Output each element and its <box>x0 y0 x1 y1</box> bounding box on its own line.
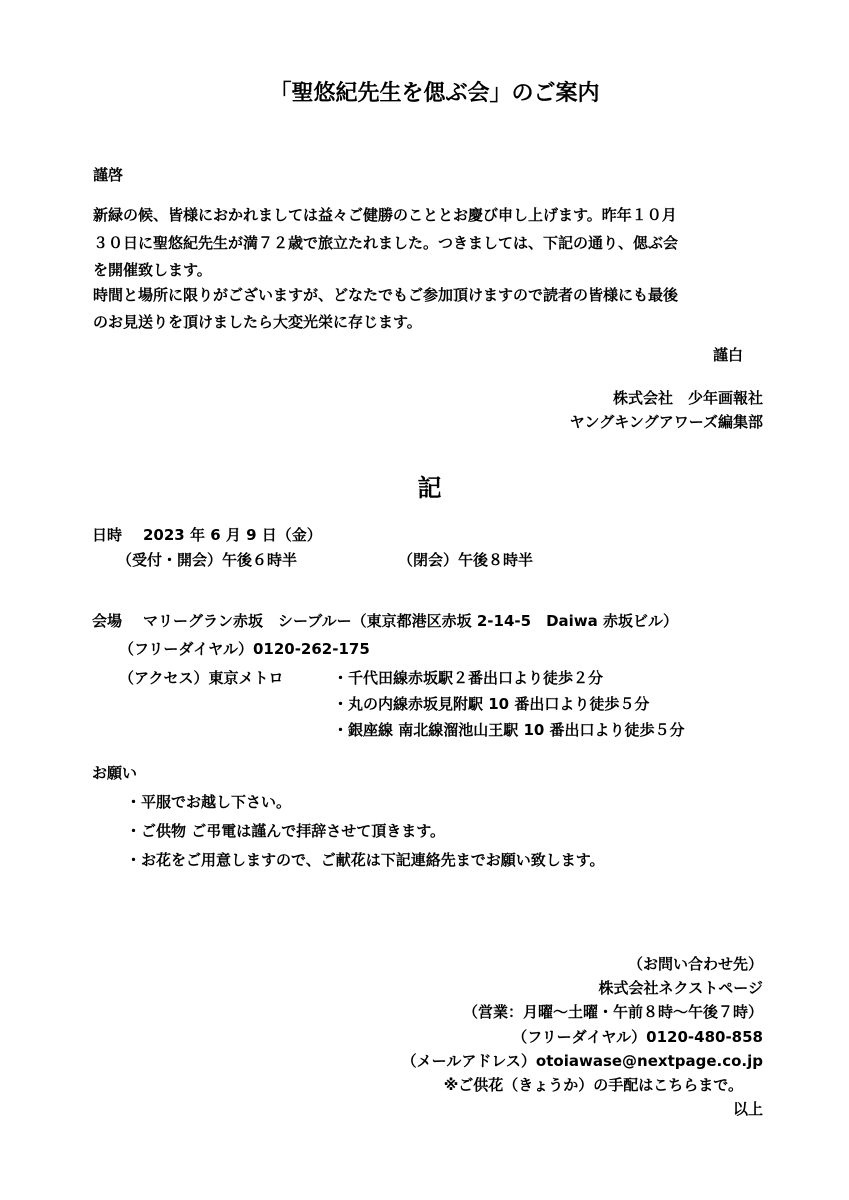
body-line: 時間と場所に限りがございますが、どなたでもご参加頂けますので読者の皆様にも最後 <box>93 286 679 304</box>
access-label: （アクセス）東京メトロ <box>119 669 284 687</box>
body-line: ３０日に聖悠紀先生が満７２歳で旅立たれました。つきましては、下記の通り、偲ぶ会 <box>93 234 679 252</box>
contact-phone: （フリーダイヤル）0120-480-858 <box>512 1028 763 1046</box>
request-item: ・平服でお越し下さい。 <box>126 793 292 811</box>
page-title: 「聖悠紀先生を偲ぶ会」のご案内 <box>269 81 600 106</box>
requests-label: お願い <box>92 764 138 782</box>
body-line: のお見送りを頂けましたら大変光栄に存じます。 <box>93 313 422 331</box>
body-line: を開催致します。 <box>93 261 212 279</box>
sender-company: 株式会社 少年画報社 <box>612 389 763 407</box>
body-line: 新緑の候、皆様におかれましては益々ご健勝のこととお慶び申し上げます。昨年１０月 <box>93 206 677 224</box>
contact-hours: （営業：月曜～土曜・午前８時～午後７時） <box>462 1003 763 1021</box>
datetime-label: 日時 <box>92 526 123 544</box>
open-time: （受付・開会）午後６時半 <box>117 551 298 569</box>
ki-heading: 記 <box>417 474 442 502</box>
venue-phone: （フリーダイヤル）0120-262-175 <box>119 640 370 658</box>
close-time: （閉会）午後８時半 <box>398 551 534 569</box>
request-item: ・ご供物 ご弔電は謹んで拝辞させて頂きます。 <box>126 822 446 840</box>
opening-salutation: 謹啓 <box>93 166 124 184</box>
contact-company: 株式会社ネクストページ <box>598 979 763 997</box>
event-date: 2023 年 6 月 9 日（金） <box>143 526 322 544</box>
access-route: ・丸の内線赤坂見附駅 10 番出口より徒歩５分 <box>333 695 650 713</box>
access-route: ・千代田線赤坂駅２番出口より徒歩２分 <box>333 669 604 687</box>
sender-department: ヤングキングアワーズ編集部 <box>569 413 763 431</box>
closing-salutation: 謹白 <box>713 346 744 364</box>
access-route: ・銀座線 南北線溜池山王駅 10 番出口より徒歩５分 <box>333 721 685 739</box>
contact-note: ※ご供花（きょうか）の手配はこちらまで。 <box>443 1076 743 1094</box>
contact-heading: （お問い合わせ先） <box>627 955 763 973</box>
venue-label: 会場 <box>92 612 123 630</box>
venue-name: マリーグラン赤坂 シーブルー（東京都港区赤坂 2-14-5 Daiwa 赤坂ビル） <box>143 612 678 630</box>
request-item: ・お花をご用意しますので、ご献花は下記連絡先までお願い致します。 <box>126 851 605 869</box>
contact-email: （メールアドレス）otoiawase@nextpage.co.jp <box>401 1052 763 1070</box>
end-mark: 以上 <box>732 1100 763 1118</box>
